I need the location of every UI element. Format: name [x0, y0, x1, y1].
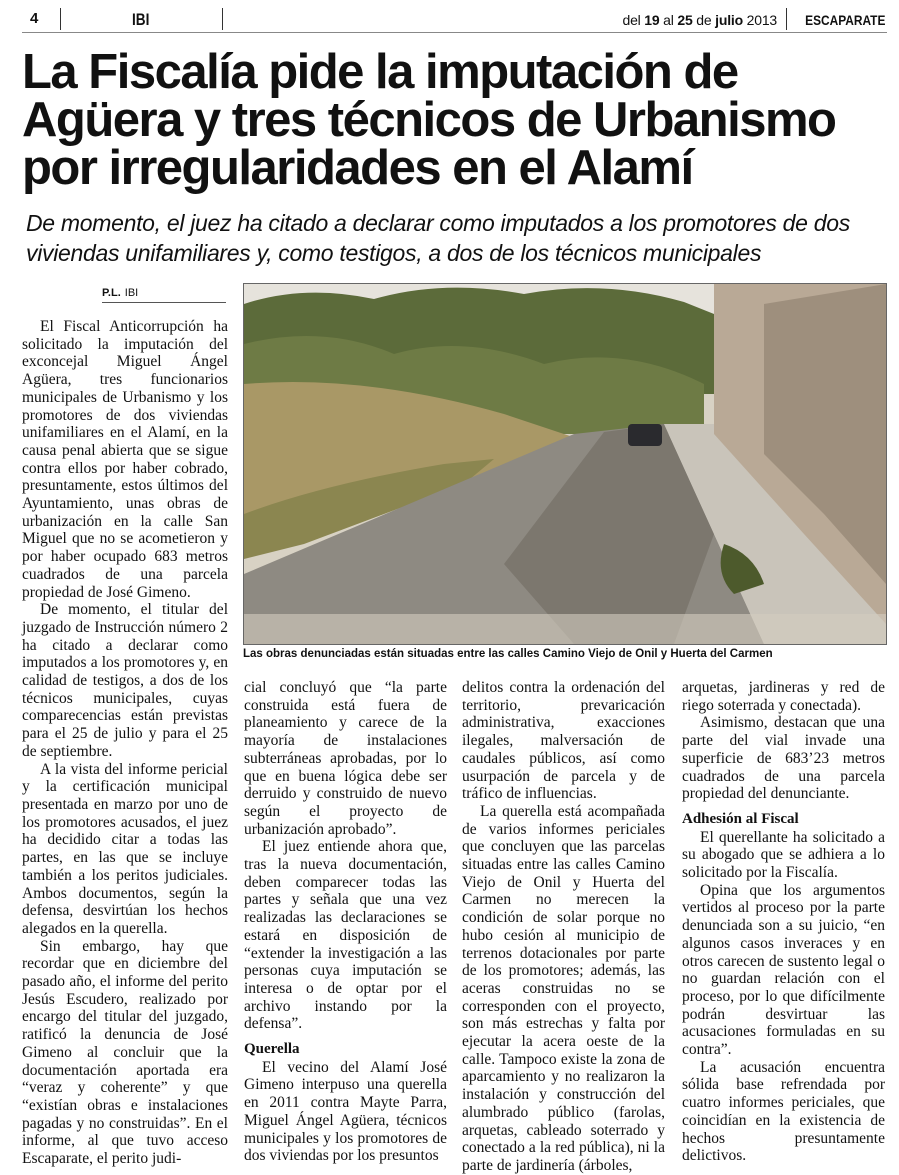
- divider: [786, 8, 787, 30]
- street-photo: [243, 283, 887, 645]
- publication-name: ESCAPARATE: [804, 12, 885, 28]
- subheading: Adhesión al Fiscal: [682, 810, 799, 827]
- paragraph: El querellante ha solicitado a su abogado que se adhiera a lo solicitado por la Fiscalía.: [682, 828, 885, 882]
- column-4: [682, 679, 885, 1165]
- paragraph: delitos contra la ordenación del territorio, prevaricación administrativa, exacciones ilegales, malversación de caudales públicos, así como usurpación de parcela y de tráfico de influencias.: [462, 679, 665, 803]
- paragraph: A la vista del informe pericial y la certificación municipal presentada en marzo por uno de los promotores acusados, el juez ha decidido citar a todas las partes, en las que se incluye también a los peritos judiciales. Ambos documentos, según la defensa, desvirtúan los hechos alegados en la querella.: [22, 760, 228, 937]
- paragraph: El Fiscal Anticorrupción ha solicitado la imputación del exconcejal Miguel Ángel Agüera, tres funcionarios municipales de Urbanismo y los promotores de dos viviendas unifamiliares en el Alamí, en la causa penal abierta que se sigue contra ellos por haber cobrado, presuntamente, estos últimos del Ayuntamiento, unas obras de urbanización en la calle San Miguel que no se acometieron y por haber ocupado 683 metros cuadrados de una parcela propiedad de José Gimeno.: [22, 318, 228, 601]
- column-3: [462, 679, 665, 1175]
- headline: La Fiscalía pide la imputación de Agüera y tres técnicos de Urbanismo por irregularidades en el Alamí: [22, 45, 836, 195]
- paragraph: El vecino del Alamí José Gimeno interpuso una querella en 2011 contra Mayte Parra, Miguel Ángel Agüera, técnicos municipales y los promotores de dos viviendas por los presuntos: [244, 1058, 447, 1165]
- paragraph: De momento, el titular del juzgado de Instrucción número 2 ha citado a declarar como imputados a los promotores y, en calidad de testigos, a dos de los técnicos municipales, cuyas comparecencias están previstas para el 25 de julio y para el 25 de septiembre.: [22, 601, 228, 760]
- paragraph: La acusación encuentra sólida base refrendada por cuatro informes periciales, que coincidían en la existencia de hechos presuntamente delictivos.: [682, 1058, 885, 1165]
- photo-caption: Las obras denunciadas están situadas entre las calles Camino Viejo de Onil y Huerta del Carmen: [243, 648, 773, 660]
- page-header: [22, 8, 887, 33]
- paragraph: La querella está acompañada de varios informes periciales que concluyen que las parcelas situadas entre las calles Camino Viejo de Onil y Huerta del Carmen no merecen la condición de solar porque no hubo cesión al municipio de terrenos dotacionales por parte de los promotores; además, las aceras construidas no se corresponden con el proyecto, son más estrechas y falta por ejecutar la acera oeste de la calle. Tampoco existe la zona de aparcamiento y no realizaron la instalación y construcción del alumbrado público (farolas, arquetas, cableado soterrado y conectado a la red pública), ni la parte de jardinería (árboles,: [462, 802, 665, 1174]
- subheadline: De momento, el juez ha citado a declarar como imputados a los promotores de dos viviendas unifamiliares y, como testigos, a dos de los técnicos municipales: [26, 210, 850, 266]
- divider: [60, 8, 61, 30]
- street-scene-image: [244, 284, 886, 644]
- paragraph: El juez entiende ahora que, tras la nueva documentación, deben comparecer todas las partes y señala que una vez realizadas las declaraciones se estará en disposición de “extender la investigación a las personas cuya imputación se interesa o de optar por el archivo instando por la defensa”.: [244, 838, 447, 1033]
- paragraph: arquetas, jardineras y red de riego soterrada y conectada).: [682, 679, 885, 714]
- column-1: [22, 318, 228, 1168]
- subheading: Querella: [244, 1041, 300, 1058]
- paragraph: Asimismo, destacan que una parte del vial invade una superficie de 683’23 metros cuadrados de una parcela propiedad del denunciante.: [682, 714, 885, 803]
- issue-date: del 19 al 25 de julio 2013: [622, 12, 777, 28]
- section-name: IBI: [132, 10, 150, 29]
- paragraph: Sin embargo, hay que recordar que en diciembre del pasado año, el informe del perito Jesús Escudero, realizado por encargo del titular del juzgado, ratificó la denuncia de José Gimeno al concluir que la documentación aportada era “veraz y coherente” y que “existían obras e instalaciones pagadas y no construidas”. En el informe, al que tuvo acceso Escaparate, el perito judi-: [22, 937, 228, 1168]
- page-number: 4: [30, 10, 39, 27]
- byline: P.L. IBI: [102, 287, 226, 303]
- column-2: [244, 679, 447, 1165]
- divider: [222, 8, 223, 30]
- paragraph: Opina que los argumentos vertidos al proceso por la parte denunciada son a su juicio, “en algunos casos inveraces y en otros carecen de sustento legal o no guardan relación con el proceso, por lo que difícilmente podrán desvirtuar las acusaciones formuladas en su contra”.: [682, 881, 885, 1059]
- paragraph: cial concluyó que “la parte construida está fuera de planeamiento y carece de la mayoría de instalaciones subterráneas aprobadas, por lo que en buena lógica debe ser derruido y construido de nuevo según el proyecto de urbanización aprobado”.: [244, 679, 447, 838]
